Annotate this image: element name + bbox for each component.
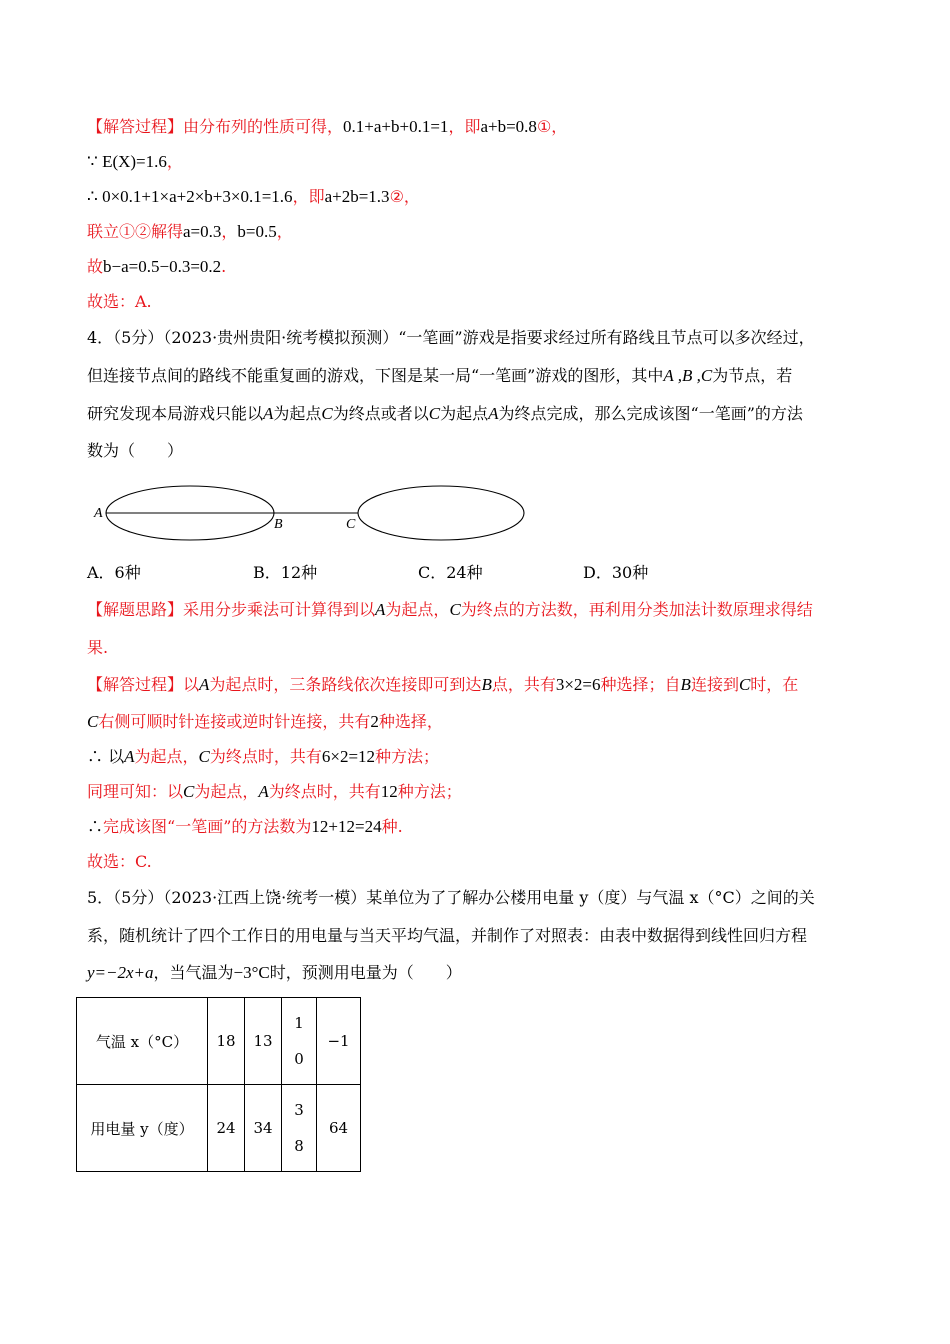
solution-line-4: 联立①②解得a=0.3，b=0.5， <box>87 222 293 241</box>
table-cell: 18 <box>208 998 245 1085</box>
table-cell: 13 <box>245 998 282 1085</box>
q4-line-1: 4．（5分）（2023·贵州贵阳·统考模拟预测）“一笔画”游戏是指要求经过所有路线且节点可以多次经过， <box>87 328 815 347</box>
node-label-b: B <box>274 517 283 532</box>
node-label-a: A <box>94 506 103 521</box>
solution-line-5: 故b−a=0.5−0.3=0.2. <box>87 257 227 276</box>
q4-line-2: 但连接节点间的路线不能重复画的游戏，下图是某一局“一笔画”游戏的图形，其中A ,B ,C为节点，若 <box>87 366 793 385</box>
table-cell: 用电量 y（度） <box>77 1085 208 1172</box>
q5-line-1: 5．（5分）（2023·江西上饶·统考一模）某单位为了了解办公楼用电量 y（度）与气温 x（°C）之间的关 <box>87 888 815 907</box>
data-table <box>76 997 361 1172</box>
option-b: B．12种 <box>253 563 318 582</box>
option-a: A．6种 <box>87 563 141 582</box>
table-cell: 34 <box>245 1085 282 1172</box>
table-row <box>77 998 361 1085</box>
option-c: C．24种 <box>418 563 483 582</box>
solution-line-1: 【解答过程】由分布列的性质可得，0.1+a+b+0.1=1，即a+b=0.8①， <box>87 117 568 136</box>
proc-line-2: C右侧可顺时针连接或逆时针连接，共有2种选择， <box>87 712 443 731</box>
right-ellipse <box>358 486 524 540</box>
hint-line-1: 【解题思路】采用分步乘法可计算得到以A为起点，C为终点的方法数，再利用分类加法计数原理求得结 <box>87 600 813 619</box>
q5-line-2: 系，随机统计了四个工作日的用电量与当天平均气温，并制作了对照表：由表中数据得到线性回归方程 <box>87 926 808 945</box>
table-cell: 1 0 <box>282 998 317 1085</box>
table-row <box>77 1085 361 1172</box>
solution-answer: 故选：A. <box>87 292 152 311</box>
table-cell: 3 8 <box>282 1085 317 1172</box>
q5-line-3: y=−2x+a，当气温为−3°C时，预测用电量为（ ） <box>87 963 462 982</box>
q4-line-4: 数为（ ） <box>87 441 184 460</box>
solution-line-2: ∵ E(X)=1.6， <box>87 152 183 171</box>
q4-answer: 故选：C. <box>87 852 152 871</box>
table-cell: −1 <box>317 998 361 1085</box>
hint-line-2: 果. <box>87 638 109 657</box>
proc-line-1: 【解答过程】以A为起点时，三条路线依次连接即可到达B点，共有3×2=6种选择；自B连接到C时，在 <box>87 675 799 694</box>
table-cell: 64 <box>317 1085 361 1172</box>
solution-line-3: ∴ 0×0.1+1×a+2×b+3×0.1=1.6，即a+2b=1.3②， <box>87 187 420 206</box>
proc-line-5: ∴完成该图“一笔画”的方法数为12+12=24种. <box>87 817 403 836</box>
table-cell: 24 <box>208 1085 245 1172</box>
option-d: D．30种 <box>583 563 649 582</box>
proc-line-3: ∴ 以A为起点，C为终点时，共有6×2=12种方法； <box>87 747 440 766</box>
q4-line-3: 研究发现本局游戏只能以A为起点C为终点或者以C为起点A为终点完成，那么完成该图“一笔画”的方法 <box>87 404 803 423</box>
table-cell: 气温 x（°C） <box>77 998 208 1085</box>
proc-line-4: 同理可知：以C为起点，A为终点时，共有12种方法； <box>87 782 462 801</box>
node-label-c: C <box>346 517 356 532</box>
one-stroke-figure <box>90 483 530 548</box>
